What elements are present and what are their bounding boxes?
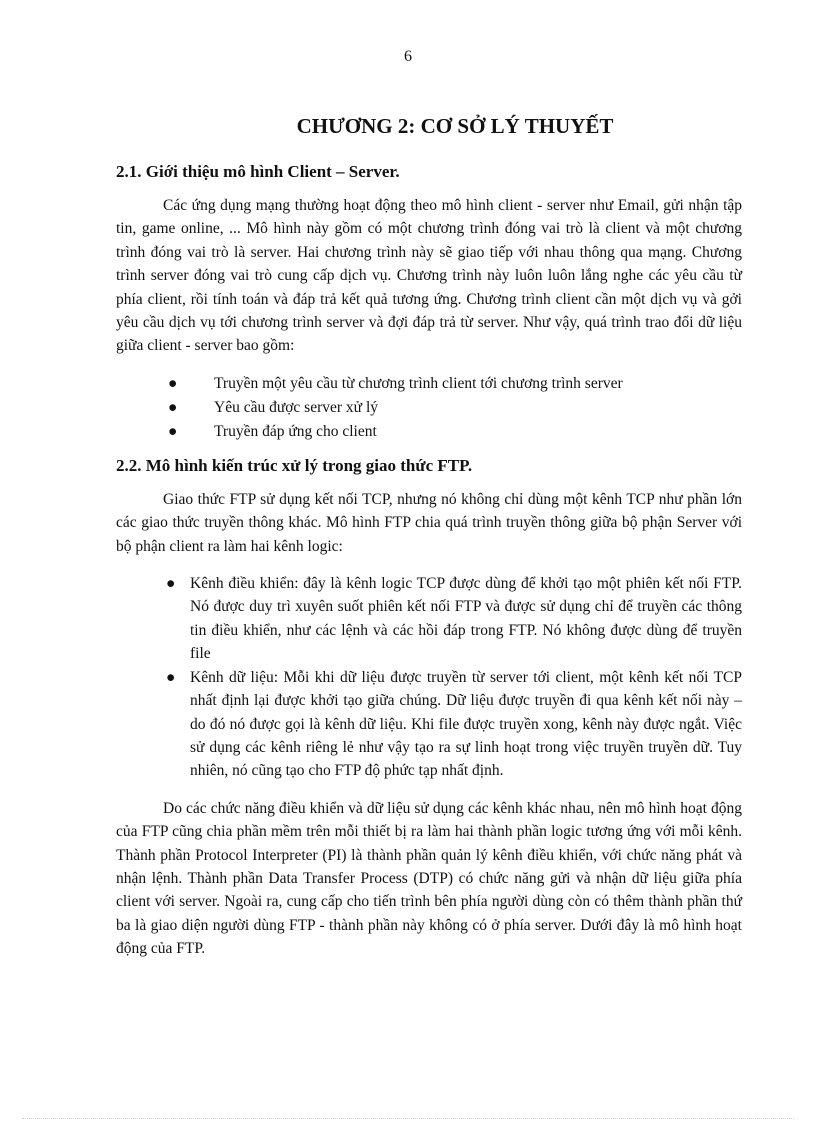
- section-heading-2-2: 2.2. Mô hình kiến trúc xử lý trong giao thức FTP.: [116, 455, 473, 475]
- page-bottom-divider: [22, 1118, 794, 1119]
- page-content: [116, 112, 742, 975]
- section-2-2-paragraph-1: Giao thức FTP sử dụng kết nối TCP, nhưng nó không chỉ dùng một kênh TCP như phần lớn các giao thức truyền thông khác. Mô hình FTP chia quá trình truyền thông giữa bộ phận Server với bộ phận client ra làm hai kênh logic:: [116, 490, 742, 555]
- page-number: 6: [404, 48, 412, 65]
- bullet-icon: ●: [166, 668, 176, 686]
- section-2-2-bullet-list: [116, 572, 742, 783]
- section-2-1-bullet-list: [116, 372, 742, 444]
- bullet-icon: ●: [168, 422, 178, 440]
- list-item: [116, 572, 742, 666]
- bullet-icon: ●: [168, 398, 178, 416]
- list-item: [116, 396, 742, 420]
- bullet-icon: ●: [168, 374, 178, 392]
- list-item-text: Truyền một yêu cầu từ chương trình client tới chương trình server: [214, 374, 623, 392]
- section-heading-2-1: 2.1. Giới thiệu mô hình Client – Server.: [116, 162, 400, 181]
- list-item: [116, 372, 742, 396]
- list-item-text: Kênh điều khiển: đây là kênh logic TCP được dùng để khởi tạo một phiên kết nối FTP. Nó được duy trì xuyên suốt phiên kết nối FTP và được sử dụng chỉ để truyền các thông tin điều khiển, như các lệnh và các hồi đáp trong FTP. Nó không được dùng để truyền file: [190, 575, 742, 663]
- list-item-text: Truyền đáp ứng cho client: [214, 422, 377, 440]
- list-item: [116, 420, 742, 444]
- section-2-2-paragraph-2: Do các chức năng điều khiển và dữ liệu sử dụng các kênh khác nhau, nên mô hình hoạt động của FTP cũng chia phần mềm trên mỗi thiết bị ra làm hai thành phần logic tương ứng với mỗi kênh. Thành phần Protocol Interpreter (PI) là thành phần quản lý kênh điều khiển, với chức năng phát và nhận lệnh. Thành phần Data Transfer Process (DTP) có chức năng gửi và nhận dữ liệu giữa phía client với server. Ngoài ra, cung cấp cho tiến trình bên phía người dùng còn có thêm thành phần thứ ba là giao diện người dùng FTP - thành phần này không có ở phía server. Dưới đây là mô hình hoạt động của FTP.: [116, 799, 742, 958]
- bullet-icon: ●: [166, 575, 176, 593]
- section-2-1-paragraph: Các ứng dụng mạng thường hoạt động theo mô hình client - server như Email, gửi nhận tập tin, game online, ... Mô hình này gồm có một chương trình đóng vai trò là client và một chương trình đóng vai trò là server. Hai chương trình này sẽ giao tiếp với nhau thông qua mạng. Chương trình server đóng vai trò cung cấp dịch vụ. Chương trình này luôn luôn lắng nghe các yêu cầu từ phía client, rồi tính toán và đáp trả kết quả tương ứng. Chương trình client cần một dịch vụ và gởi yêu cầu dịch vụ tới chương trình server và đợi đáp trả từ server. Như vậy, quá trình trao đổi dữ liệu giữa client - server bao gồm:: [116, 197, 742, 355]
- chapter-title: CHƯƠNG 2: CƠ SỞ LÝ THUYẾT: [296, 114, 614, 138]
- list-item: [116, 666, 742, 783]
- list-item-text: Kênh dữ liệu: Mỗi khi dữ liệu được truyền từ server tới client, một kênh kết nối TCP nhất định lại được khởi tạo giữa chúng. Dữ liệu được truyền đi qua kênh kết nối này – do đó nó được gọi là kênh dữ liệu. Khi file được truyền xong, kênh này được ngắt. Việc sử dụng các kênh riêng lẻ như vậy tạo ra sự linh hoạt trong việc truyền truyền dữ. Tuy nhiên, nó cũng tạo cho FTP độ phức tạp nhất định.: [190, 668, 742, 780]
- list-item-text: Yêu cầu được server xử lý: [214, 398, 379, 416]
